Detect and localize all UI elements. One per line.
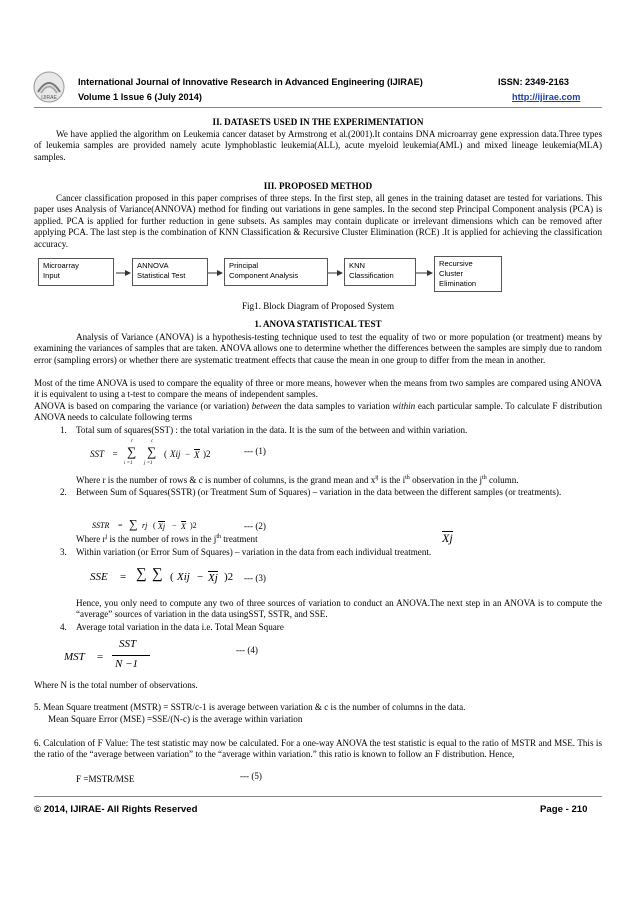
logo-text: IJIRAE (41, 95, 57, 101)
item-4-text: Average total variation in the data i.e. Total Mean Square (76, 622, 284, 632)
hence-paragraph: Hence, you only need to compute any two of three sources of variation to conduct an ANOVA.The next step in an ANOVA is to compute the “average” sources of variation in the data usingSST, SSTR, and SSE. (76, 598, 602, 620)
page-number: Page - 210 (540, 804, 588, 815)
box-rce: Recursive Cluster Elimination (434, 256, 502, 292)
item-3-number: 3. (60, 547, 67, 557)
anova-paragraph-2: Most of the time ANOVA is used to compare the equality of three or more means, however when the means from two samples are compared using ANOVA it is equivalent to using a t-test to compare the means of independent samples. (34, 378, 602, 400)
journal-title: International Journal of Innovative Research in Advanced Engineering (IJIRAE) (78, 77, 423, 87)
issn: ISSN: 2349-2163 (498, 77, 569, 87)
item-4-number: 4. (60, 622, 67, 632)
copyright: © 2014, IJIRAE- All Rights Reserved (34, 804, 198, 815)
journal-url[interactable]: http://ijirae.com (512, 92, 581, 102)
item-2-text: Between Sum of Squares(SSTR) (or Treatment Sum of Squares) – variation in the data between the different samples (or treatments). (76, 487, 562, 497)
footer-rule (34, 796, 602, 797)
equation-3-number: --- (3) (244, 573, 266, 583)
equation-1-number: --- (1) (244, 446, 266, 456)
item-5-text: 5. Mean Square treatment (MSTR) = SSTR/c-1 is average between variation & c is the number of columns in the data. (34, 702, 466, 712)
equation-4-number: --- (4) (236, 645, 258, 655)
figure-caption: Fig1. Block Diagram of Proposed System (241, 301, 395, 311)
item-1-text: Total sum of squares(SST) : the total variation in the data. It is the sum of the between and within variation. (76, 425, 468, 435)
item-5-mse: Mean Square Error (MSE) =SSE/(N-c) is the average within variation (48, 714, 303, 724)
equation-1: SST = ∑ r i =1 ∑ c j =1 ( Xij − X )2 (90, 439, 211, 466)
section-2-title: II. DATASETS USED IN THE EXPERIMENTATION (212, 117, 424, 127)
item-1-number: 1. (60, 425, 67, 435)
equation-2: SSTR = ∑ rj ( Xj − X )2 (92, 517, 197, 531)
where-1: Where r is the number of rows & c is number of columns, is the grand mean and $x^{ij}$ is the $i^{th}$ observation in the $j^{th}$ column. (76, 474, 519, 485)
equation-2-number: --- (2) (244, 521, 266, 531)
header-rule (34, 107, 602, 108)
f-equation: F =MSTR/MSE (76, 774, 135, 784)
block-diagram (38, 256, 598, 296)
section-3-title: III. PROPOSED METHOD (263, 181, 373, 191)
section-3-body: Cancer classification proposed in this paper comprises of three steps. In the first step, all genes in the training dataset are tested for variations. This paper uses Analysis of Variance(ANNOVA) method for finding out variations in gene samples. In the second step Principal Component analysis (PCA) is applied. PCA is applied for further reduction in gene subsets. As samples may contain duplicate or irrelevant dimensions which can be removed after applying PCA. The last step is the combination of KNN Classification & Recursive Cluster Elimination (RCE) .It is applied for achieving the classification accuracy. (34, 193, 602, 249)
box-microarray-input: Microarray Input (38, 258, 114, 286)
where-n: Where N is the total number of observations. (34, 680, 198, 690)
anova-title: 1. ANOVA STATISTICAL TEST (254, 319, 382, 329)
box-annova: ANNOVA Statistical Test (132, 258, 208, 286)
equation-3: SSE = ∑ ∑ ( Xij − Xj )2 (90, 566, 234, 584)
box-knn: KNN Classification (344, 258, 416, 286)
equation-5-number: --- (5) (240, 771, 262, 781)
equation-4: MST = SST N −1 (64, 638, 174, 676)
anova-paragraph-1: Analysis of Variance (ANOVA) is a hypothesis-testing technique used to test the equality of two or more population (or treatment) means by examining the variances of samples that are taken. ANOVA allows one to determine whether the differences between the samples are simply due to random error (sampling errors) or whether there are systematic treatment effects that cause the mean in one group to differ from the mean in another. (34, 332, 602, 365)
where-2: Where $r^j$ is the number of rows in the $j^{th}$ treatment (76, 533, 258, 544)
section-2-body: We have applied the algorithm on Leukemia cancer dataset by Armstrong et al.(2001).It contains DNA microarray gene expression data.Three types of leukemia samples are provided namely acute lymphoblastic leukemia(ALL), acute myeloid leukemia(AML) and mixed lineage leukemia(MLA) samples. (34, 129, 602, 162)
item-2-number: 2. (60, 487, 67, 497)
anova-paragraph-3: ANOVA is based on comparing the variance (or variation) between the data samples to variation within each particular sample. To calculate F distribution ANOVA needs to calculate following terms (34, 401, 603, 423)
box-pca: Principal Component Analysis (224, 258, 328, 286)
volume-issue: Volume 1 Issue 6 (July 2014) (78, 92, 202, 102)
xj-label: Xj (442, 531, 453, 545)
item-3-text: Within variation (or Error Sum of Squares) – variation in the data from each individual treatment. (76, 547, 432, 557)
item-6-text: 6. Calculation of F Value: The test statistic may now be calculated. For a one-way ANOVA the test statistic is equal to the ratio of MSTR and MSE. This is the ratio of the “average between variation” to the “average within variation.” this ratio is known to follow an F distribution. Hence, (34, 738, 602, 760)
journal-logo (32, 70, 66, 104)
